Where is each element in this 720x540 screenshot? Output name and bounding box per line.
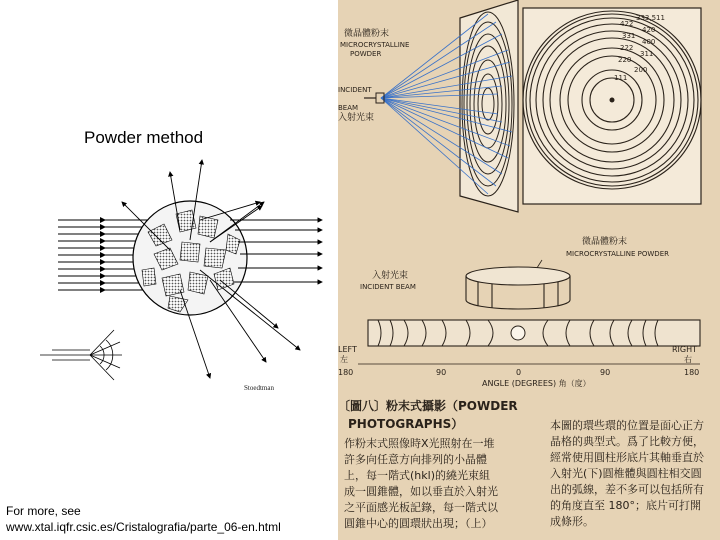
powder-diffraction-illustration bbox=[30, 150, 330, 390]
axis-tick: 90 bbox=[436, 368, 447, 377]
label-microcrystalline-en2: POWDER bbox=[350, 50, 382, 58]
caption-line: 的角度直至 180°；底片可打開 bbox=[550, 499, 701, 512]
caption-line: 晶格的典型式。爲了比較方便， bbox=[550, 435, 704, 448]
axis-tick: 90 bbox=[600, 368, 611, 377]
caption-line: 許多向任意方向排列的小晶體 bbox=[344, 453, 487, 466]
label-powder-en: MICROCRYSTALLINE POWDER bbox=[566, 250, 669, 258]
caption-column-1 bbox=[344, 436, 498, 532]
label-right-zh: 右 bbox=[684, 355, 692, 364]
ring-label: 400 bbox=[642, 38, 656, 46]
ring-label: 200 bbox=[634, 66, 648, 74]
label-microcrystalline-en1: MICROCRYSTALLINE bbox=[340, 41, 410, 49]
label-incident-beam-zh: 入射光束 bbox=[372, 271, 409, 281]
axis-tick: 180 bbox=[338, 368, 354, 377]
label-left-zh: 左 bbox=[340, 355, 348, 364]
label-microcrystalline-zh: 微晶體粉末 bbox=[344, 29, 390, 39]
label-beam: BEAM bbox=[338, 104, 359, 112]
ring-label: 220 bbox=[618, 56, 632, 64]
footer-link[interactable]: www.xtal.iqfr.csic.es/Cristalografia/parte_06-en.html bbox=[6, 520, 281, 534]
axis-tick: 0 bbox=[516, 368, 522, 377]
caption-line: 本圖的環些環的位置是面心正方 bbox=[550, 419, 704, 432]
axis-title: ANGLE (DEGREES) 角（度） bbox=[482, 379, 591, 388]
footer-reference bbox=[6, 503, 281, 535]
cylindrical-film-diagram bbox=[338, 232, 720, 392]
ring-label: 222 bbox=[620, 44, 634, 52]
illustration-signature: Stoedtman bbox=[244, 384, 274, 392]
caption-title-2: PHOTOGRAPHS） bbox=[348, 417, 464, 431]
caption-line: 經常使用圓柱形底片其軸垂直於 bbox=[550, 451, 704, 464]
label-beam-zh: 入射光束 bbox=[338, 113, 375, 123]
label-powder-zh: 微晶體粉末 bbox=[582, 237, 628, 247]
top-diagram-labels bbox=[338, 27, 409, 123]
flattened-film-strip bbox=[368, 320, 700, 346]
caption-line: 出的弧線，差不多可以包括所有 bbox=[550, 483, 704, 496]
beam-hole bbox=[511, 326, 525, 340]
caption-line: 圓錐中心的圓環狀出現；（上） bbox=[344, 517, 493, 530]
caption-line: 之平面感光板記錄，每一階式以 bbox=[344, 501, 498, 514]
axis-labels bbox=[338, 345, 699, 388]
ring-label: 420 bbox=[642, 26, 656, 34]
film-plate-front bbox=[523, 8, 701, 204]
page-title: Powder method bbox=[84, 128, 204, 147]
scanned-book-page bbox=[338, 0, 720, 540]
ring-label: 311 bbox=[640, 50, 654, 58]
small-cone-diagram bbox=[40, 330, 122, 380]
caption-line: 作粉末式照像時X光照射在一堆 bbox=[344, 437, 495, 450]
caption-line: 成一圓錐體，如以垂直於入射光 bbox=[344, 485, 498, 498]
axis-tick: 180 bbox=[684, 368, 700, 377]
caption-line: 入射光(下)圓椎體與圓柱相交圓 bbox=[550, 467, 702, 480]
ring-label: 422 bbox=[620, 20, 634, 28]
label-incident-beam-en: INCIDENT BEAM bbox=[360, 283, 416, 291]
footer-line-1: For more, see bbox=[6, 504, 81, 518]
ring-label: 111 bbox=[614, 74, 628, 82]
label-right: RIGHT bbox=[672, 345, 698, 354]
caption-line: 上，每一階式(hkl)的繞光束組 bbox=[344, 469, 490, 482]
ring-label: 333,511 bbox=[636, 14, 665, 22]
film-cylinder bbox=[466, 267, 570, 309]
caption-title: 〔圖八〕粉末式攝影（POWDER bbox=[338, 399, 518, 413]
caption-column-2 bbox=[550, 418, 704, 530]
ring-center bbox=[610, 98, 615, 103]
label-left: LEFT bbox=[338, 345, 357, 354]
label-incident: INCIDENT bbox=[338, 86, 372, 94]
caption-line: 成條形。 bbox=[550, 515, 594, 528]
cone-and-plate-diagram bbox=[338, 0, 720, 220]
arrowheads bbox=[100, 217, 106, 293]
ring-label: 331 bbox=[622, 32, 636, 40]
